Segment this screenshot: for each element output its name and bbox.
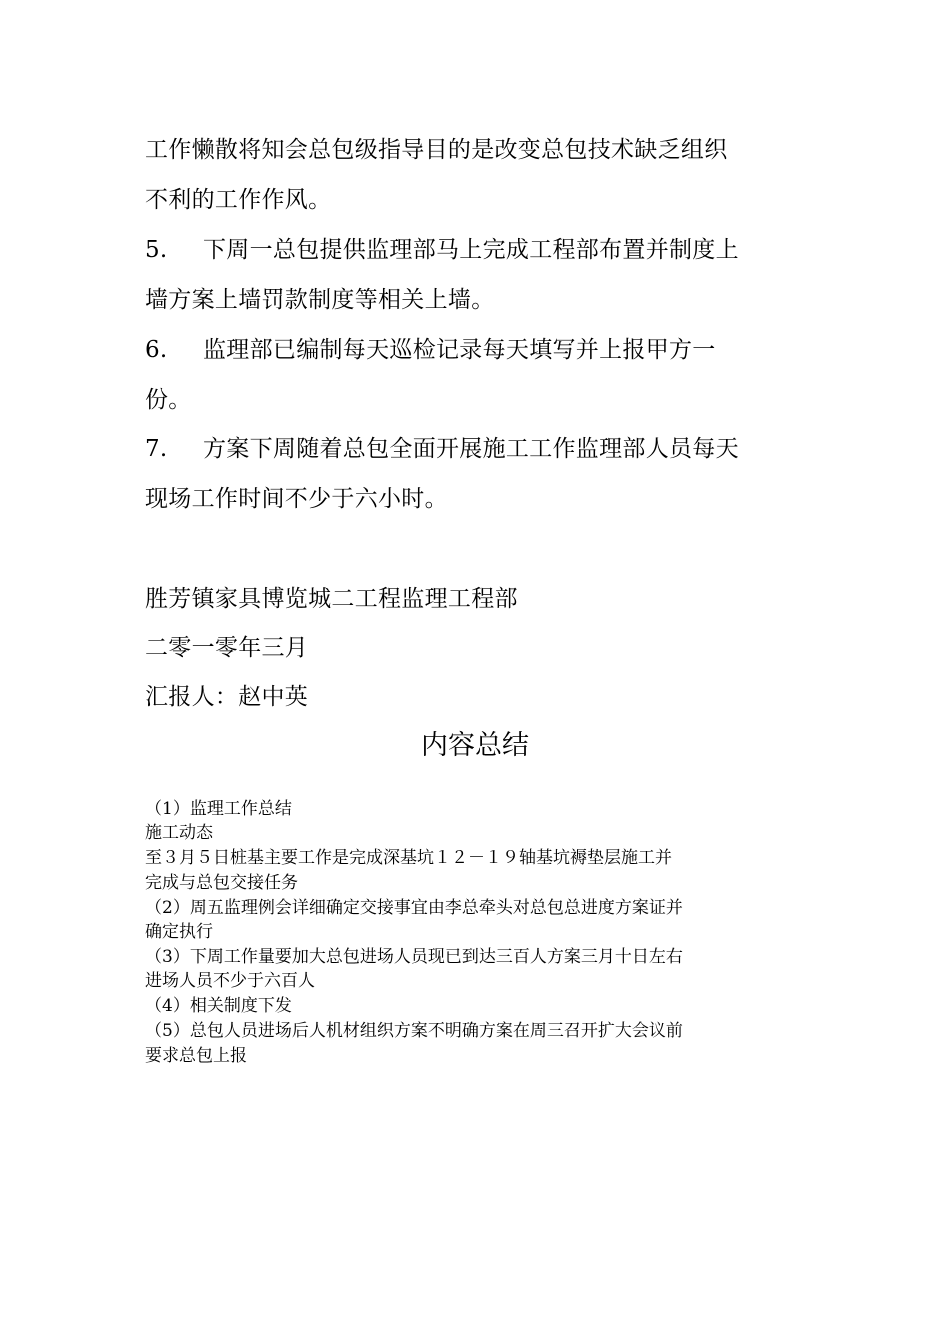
summary-line: （5）总包人员进场后人机材组织方案不明确方案在周三召开扩大会议前 [145,1021,683,1041]
list-text: 监理部已编制每天巡检记录每天填写并上报甲方一 [203,337,716,363]
list-item-7 [145,434,739,464]
summary-line: （3）下周工作量要加大总包进场人员现已到达三百人方案三月十日左右 [145,947,683,967]
summary-line: 确定执行 [145,922,213,942]
signature-reporter: 汇报人：赵中英 [145,684,309,710]
summary-line: 至３月５日桩基主要工作是完成深基坑１２－１９轴基坑褥垫层施工并 [145,848,672,868]
list-item-6 [145,335,716,365]
list-item-5 [145,235,739,265]
list-number: 5. [145,237,168,263]
summary-line: 施工动态 [145,823,213,843]
summary-line: （2）周五监理例会详细确定交接事宜由李总牵头对总包总进度方案证并 [145,898,683,918]
summary-title: 内容总结 [421,730,529,761]
list-number: 6. [145,337,168,363]
summary-line: （1）监理工作总结 [145,799,292,819]
list-text: 方案下周随着总包全面开展施工工作监理部人员每天 [203,436,739,462]
list-item-7-continuation: 现场工作时间不少于六小时。 [145,486,448,512]
list-item-5-continuation: 墙方案上墙罚款制度等相关上墙。 [145,287,495,313]
summary-line: 要求总包上报 [145,1046,247,1066]
body-line-2: 不利的工作作风。 [145,187,332,213]
list-text: 下周一总包提供监理部马上完成工程部布置并制度上 [203,237,739,263]
summary-line: 进场人员不少于六百人 [145,971,315,991]
signature-date: 二零一零年三月 [145,635,309,661]
list-item-6-continuation: 份。 [145,387,192,413]
signature-organization: 胜芳镇家具博览城二工程监理工程部 [145,586,518,612]
list-number: 7. [145,436,168,462]
body-line-1: 工作懒散将知会总包级指导目的是改变总包技术缺乏组织 [145,137,728,163]
summary-line: 完成与总包交接任务 [145,873,298,893]
summary-line: （4）相关制度下发 [145,996,292,1016]
